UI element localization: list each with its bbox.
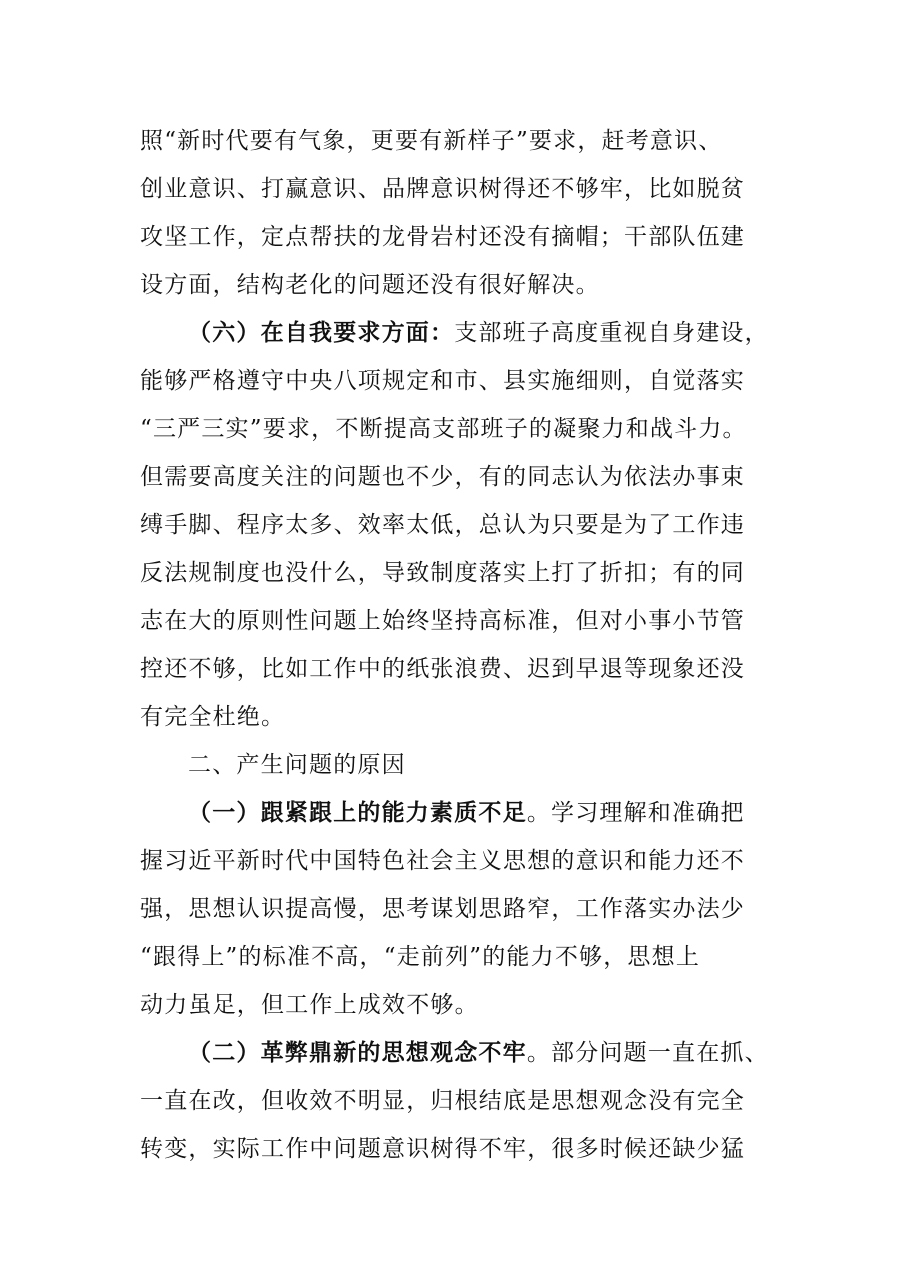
text-line: 握习近平新时代中国特色社会主义思想的意识和能力还不 (140, 848, 745, 874)
text-line: 创业意识、打赢意识、品牌意识树得还不够牢，比如脱贫 (140, 176, 745, 202)
text-line: 反法规制度也没什么，导致制度落实上打了折扣；有的同 (140, 560, 745, 586)
section-text: 。学习理解和准确把 (526, 800, 745, 826)
text-line: 缚手脚、程序太多、效率太低，总认为只要是为了工作违 (140, 512, 745, 538)
text-line: 一直在改，但收效不明显，归根结底是思想观念没有完全 (140, 1088, 745, 1114)
text-line: 动力虽足，但工作上成效不够。 (140, 992, 479, 1018)
text-line: 有完全杜绝。 (140, 704, 286, 730)
section-line (140, 309, 780, 357)
text-line: “跟得上”的标准不高，“走前列”的能力不够，思想上 (140, 944, 701, 970)
section-line (140, 789, 780, 837)
text-line: 能够严格遵守中央八项规定和市、县实施细则，自觉落实 (140, 368, 745, 394)
section-heading-two: （二）革弊鼎新的思想观念不牢 (188, 1040, 527, 1066)
chapter-heading: 二、产生问题的原因 (188, 752, 406, 778)
text-line: 攻坚工作，定点帮扶的龙骨岩村还没有摘帽；干部队伍建 (140, 224, 745, 250)
text-line: 志在大的原则性问题上始终坚持高标准，但对小事小节管 (140, 608, 745, 634)
text-line: 强，思想认识提高慢，思考谋划思路窄，工作落实办法少 (140, 896, 745, 922)
document-body (140, 117, 780, 1173)
text-line: “三严三实”要求，不断提高支部班子的凝聚力和战斗力。 (140, 416, 747, 442)
text-line: 照“新时代要有气象，更要有新样子”要求，赶考意识、 (140, 128, 723, 154)
section-text: 。部分问题一直在抓、 (526, 1040, 769, 1066)
text-line: 控还不够，比如工作中的纸张浪费、迟到早退等现象还没 (140, 656, 745, 682)
text-line: 转变，实际工作中问题意识树得不牢，很多时候还缺少猛 (140, 1136, 745, 1162)
section-line (140, 1029, 780, 1077)
section-text: 支部班子高度重视自身建设， (454, 320, 769, 346)
text-line: 设方面，结构老化的问题还没有很好解决。 (140, 272, 600, 298)
text-line: 但需要高度关注的问题也不少，有的同志认为依法办事束 (140, 464, 745, 490)
section-heading-one: （一）跟紧跟上的能力素质不足 (188, 800, 527, 826)
section-heading-six: （六）在自我要求方面： (188, 320, 455, 346)
